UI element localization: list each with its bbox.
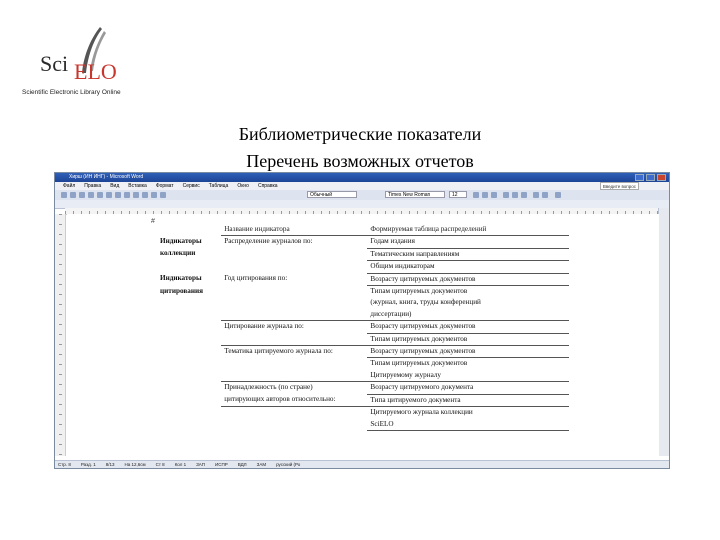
distribution-cell: Возрасту цитируемого документа [367,382,569,394]
window-title: Хирш (ИН ИНГ) - Microsoft Word [69,174,144,180]
distribution-cell: Цитируемому журналу [367,370,569,382]
table-row [157,419,569,431]
group-cell [157,261,221,273]
group-cell: цитирования [160,286,204,295]
distribution-cell: Типам цитируемых документов [367,333,569,345]
logo-sci-text: Sci [40,51,69,76]
window-controls [635,174,666,181]
undo-icon[interactable] [142,192,148,198]
indicator-cell: цитирующих авторов относительно: [221,394,367,406]
scielo-logo [22,25,147,105]
table-row [157,248,569,260]
distribution-cell: Годам издания [367,236,569,248]
italic-icon[interactable] [482,192,488,198]
indicators-table [157,224,569,431]
indicator-cell: Принадлежность (по стране) [224,383,313,392]
table-row [157,333,569,345]
table-row [157,273,569,285]
bold-icon[interactable] [473,192,479,198]
group-cell [157,309,221,321]
table-row [157,370,569,382]
distribution-cell: (журнал, книга, труды конференций [370,298,481,307]
header-distribution-table: Формируемая таблица распределений [367,224,569,236]
align-center-icon[interactable] [512,192,518,198]
group-cell [157,321,221,333]
menu-item[interactable]: Сервис [182,183,200,189]
group-cell [157,370,221,382]
indicator-cell [221,407,367,419]
table-row [157,407,569,419]
bullets-icon[interactable] [542,192,548,198]
menu-item[interactable]: Вставка [128,183,147,189]
underline-icon[interactable] [491,192,497,198]
font-select[interactable]: Times New Roman [385,191,445,198]
distribution-cell: Возрасту цитируемых документов [367,321,569,333]
save-icon[interactable] [79,192,85,198]
menu-item[interactable]: Справка [257,183,278,189]
document-page[interactable] [67,214,659,456]
new-document-icon[interactable] [61,192,67,198]
distribution-cell: Тематическим направлениям [367,248,569,260]
status-item: Разд. 1 [80,462,96,467]
open-icon[interactable] [70,192,76,198]
group-cell [157,382,221,394]
table-row [157,358,569,370]
group-cell: коллекции [160,249,196,258]
menu-bar [55,182,669,190]
table-row [157,297,569,308]
align-right-icon[interactable] [521,192,527,198]
status-item: Стр. 8 [58,462,71,467]
indicator-cell [221,333,367,345]
group-cell: Индикаторы [160,236,202,245]
minimize-icon[interactable] [635,174,644,181]
indicator-cell: Распределение журналов по: [224,237,313,246]
vertical-scrollbar[interactable] [658,208,669,456]
preview-icon[interactable] [97,192,103,198]
redo-icon[interactable] [151,192,157,198]
status-item: На 12,6см [124,462,146,467]
menu-item[interactable]: Файл [63,183,76,189]
status-item: Ст 8 [155,462,165,467]
group-cell [157,358,221,370]
align-left-icon[interactable] [503,192,509,198]
window-titlebar [55,173,669,182]
group-cell [157,419,221,431]
distribution-cell: диссертации) [367,309,569,321]
help-search-input[interactable]: Введите вопрос [600,182,639,190]
indicator-cell [221,309,367,321]
group-cell [157,297,221,308]
font-color-icon[interactable] [555,192,561,198]
style-select[interactable]: Обычный [307,191,357,198]
table-header-row [157,224,569,236]
distribution-cell: Типам цитируемых документов [370,359,468,368]
cut-icon[interactable] [115,192,121,198]
status-bar [55,460,669,468]
copy-icon[interactable] [124,192,130,198]
status-item: ВДЛ [237,462,247,467]
table-row [157,321,569,333]
status-item: русский (Ро [276,462,301,467]
group-cell [157,333,221,345]
vertical-ruler[interactable] [55,214,66,456]
font-size-select[interactable]: 12 [449,191,467,198]
header-cell-empty [157,224,221,236]
distribution-cell: Цитируемого журнала коллекции [370,408,473,417]
logo-subtitle: Scientific Electronic Library Online [22,89,121,96]
spelling-icon[interactable] [106,192,112,198]
indicator-cell: Цитирование журнала по: [224,322,304,331]
header-indicator-name: Название индикатора [221,224,367,236]
status-item: ЗАМ [256,462,267,467]
status-item: ИСПР [215,462,228,467]
indicator-cell [221,286,367,298]
status-item: 8/13 [105,462,115,467]
slide-title-line2: Перечень возможных отчетов [246,151,474,171]
menu-item[interactable]: Правка [84,183,102,189]
word-window [54,172,670,469]
group-cell [157,346,221,358]
menu-item[interactable]: Окно [237,183,249,189]
distribution-cell: Типа цитируемого документа [367,394,569,406]
numbering-icon[interactable] [533,192,539,198]
table-row [157,236,569,248]
distribution-cell: Общим индикаторам [367,261,569,273]
logo-elo-text: ELO [74,59,117,84]
menu-item[interactable]: Таблица [208,183,229,189]
menu-item[interactable]: Вид [110,183,120,189]
print-icon[interactable] [88,192,94,198]
indicator-cell: Тематика цитируемого журнала по: [224,347,333,356]
table-row [157,309,569,321]
group-cell [157,394,221,406]
indicator-cell [221,261,367,273]
indicator-cell: Год цитирования по: [224,274,288,283]
table-row [157,382,569,394]
table-move-handle-icon[interactable]: # [151,218,155,225]
group-cell [157,407,221,419]
paste-icon[interactable] [133,192,139,198]
table-row [157,261,569,273]
distribution-cell: SciELO [367,419,569,431]
table-row [157,394,569,406]
status-item: ЗАП [196,462,205,467]
indicator-cell [221,419,367,431]
table-row [157,346,569,358]
slide-title-line1: Библиометрические показатели [238,124,482,144]
maximize-icon[interactable] [646,174,655,181]
group-cell: Индикаторы [160,274,202,283]
table-row [157,286,569,298]
close-icon[interactable] [657,174,666,181]
indicator-cell [221,370,367,382]
distribution-cell: Возрасту цитируемых документов [367,346,569,358]
indicator-cell [221,248,367,260]
status-item: Кол 1 [174,462,187,467]
menu-item[interactable]: Формат [155,183,174,189]
indicator-cell [221,297,367,308]
distribution-cell: Типам цитируемых документов [370,287,468,296]
distribution-cell: Возрасту цитируемых документов [367,273,569,285]
indicator-cell [221,358,367,370]
table-icon[interactable] [160,192,166,198]
